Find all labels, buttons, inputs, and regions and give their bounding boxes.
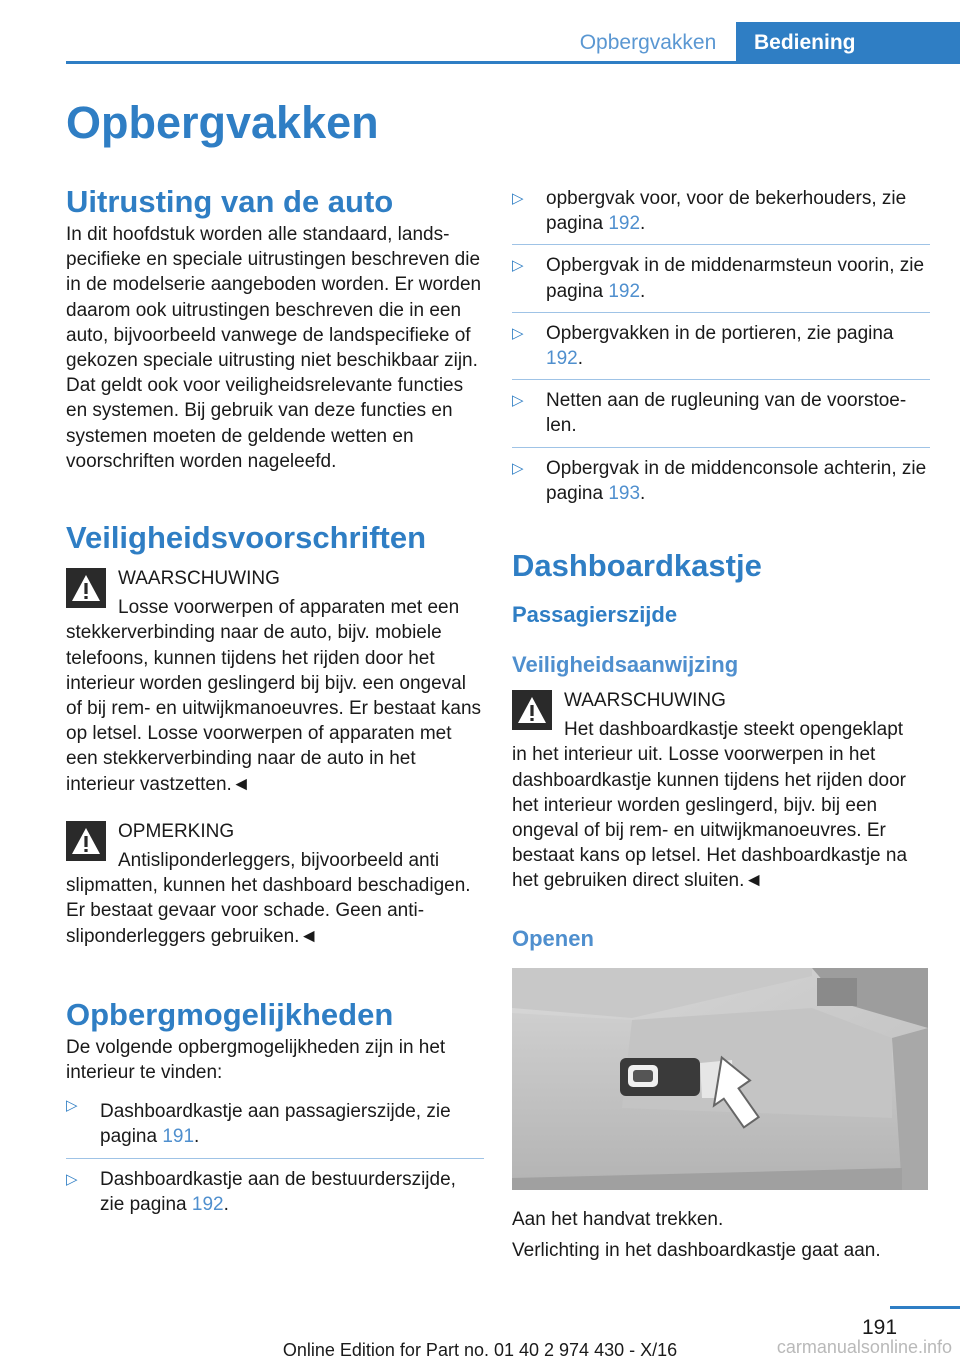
warning-box-2 <box>512 688 930 894</box>
triangle-bullet-icon: ▷ <box>66 1170 78 1188</box>
page-link[interactable]: 191 <box>162 1126 195 1148</box>
right-column <box>512 182 930 1263</box>
list-item: ▷ Opbergvakken in de portieren, zie pagina 192. <box>512 312 930 379</box>
subsection-title-safety-note: Veiligheidsaanwijzing <box>512 652 739 678</box>
list-item: ▷ Opbergvak in de middenarmsteun voorin, zie pagina 192. <box>512 244 930 311</box>
warning-triangle-icon <box>66 821 106 861</box>
notice-label: OPMERKING <box>118 820 235 842</box>
list-item: ▷ Netten aan de rugleuning van de voorstoelen. <box>512 379 930 446</box>
header-chapter-tab[interactable]: Bediening <box>736 22 960 61</box>
warning-text-first-line: Losse voorwerpen of apparaten met een <box>118 597 460 619</box>
caption-pull-handle: Aan het handvat trekken. <box>512 1208 724 1230</box>
triangle-bullet-icon: ▷ <box>512 324 524 342</box>
equipment-paragraph: In dit hoofdstuk worden alle standaard, landspecifieke en speciale uitrustingen beschreven die in de modelserie aangeboden worden. Er worden daarom ook uitrustingen beschreven die in een auto, bijvoorbeeld vanwege de landspecifieke of gekozen speciale uitrusting niet beschikbaar zijn. Dat geldt ook voor veiligheidsrelevante functies en systemen. Bij gebruik van deze functies en systemen moeten de geldende wetten en voorschriften worden nageleefd. <box>66 224 482 472</box>
caption-lighting: Verlichting in het dashboardkastje gaat aan. <box>512 1239 881 1261</box>
storage-list-left <box>66 1093 484 1217</box>
list-item: ▷ Opbergvak in de middenconsole achterin, zie pagina 193. <box>512 447 930 506</box>
storage-list-right <box>512 186 930 506</box>
glovebox-handle-photo <box>512 968 928 1190</box>
notice-text-first-line: Antisliponderleggers, bijvoorbeeld anti <box>118 850 440 872</box>
warning-label: WAARSCHUWING <box>118 568 280 590</box>
page-link[interactable]: 193 <box>608 482 641 504</box>
section-title-equipment: Uitrusting van de auto <box>66 184 394 219</box>
warning-text: stekkerverbinding naar de auto, bijv. mobiele telefoons, kunnen tijdens het rijden door het interieur worden geslingerd bij bijv. een ongeval of bij rem- en uitwijkmanoeuvres. Er bestaat kans op letsel. Losse voorwerpen of apparaten met een stekkerverbinding naar de auto in het interieur vastzetten.◄ <box>66 622 482 795</box>
list-item: ▷ Dashboardkastje aan de bestuurderszijde, zie pagina 192. <box>66 1158 484 1217</box>
section-title-glovebox: Dashboardkastje <box>512 548 762 584</box>
page-title: Opbergvakken <box>66 97 379 148</box>
storage-intro: De volgende opbergmogelijkheden zijn in het interieur te vinden: <box>66 1036 446 1084</box>
warning-triangle-icon <box>66 568 106 608</box>
page-link[interactable]: 192 <box>608 213 641 235</box>
list-item: ▷ Dashboardkastje aan passagierszijde, zie pagina 191. <box>66 1093 484 1157</box>
left-column <box>66 182 484 1217</box>
triangle-bullet-icon: ▷ <box>512 459 524 477</box>
triangle-bullet-icon: ▷ <box>66 1097 78 1115</box>
subsection-title-passenger-side: Passagierszijde <box>512 602 678 628</box>
page-link[interactable]: 192 <box>191 1193 224 1215</box>
triangle-bullet-icon: ▷ <box>512 392 524 410</box>
warning-box-1 <box>66 566 484 797</box>
notice-text: slipmatten, kunnen het dashboard beschadigen. Er bestaat gevaar voor schade. Geen antisliponderleggers gebruiken.◄ <box>66 875 471 947</box>
section-title-safety: Veiligheidsvoorschriften <box>66 520 427 556</box>
section-title-storage-options: Opbergmogelijkheden <box>66 996 394 1032</box>
warning-label: WAARSCHUWING <box>564 690 726 712</box>
page-link[interactable]: 192 <box>546 348 578 370</box>
triangle-bullet-icon: ▷ <box>512 257 524 275</box>
watermark: carmanualsonline.info <box>776 1337 952 1357</box>
triangle-bullet-icon: ▷ <box>512 190 524 207</box>
page-number: 191 <box>862 1316 898 1339</box>
warning-triangle-icon <box>512 690 552 730</box>
edition-line: Online Edition for Part no. 01 40 2 974 430 - X/16 <box>282 1340 678 1360</box>
notice-box <box>66 819 484 949</box>
list-item: ▷ opbergvak voor, voor de bekerhouders, zie pagina 192. <box>512 188 907 235</box>
warning-text-first-line: Het dashboardkastje steekt opengeklapt <box>564 719 904 741</box>
subsection-title-open: Openen <box>512 925 594 951</box>
page-link[interactable]: 192 <box>608 280 641 302</box>
warning-text: in het interieur uit. Losse voorwerpen in het dashboardkastje kunnen tijdens het rijden door het interieur worden geslingerd, bijv. bij een ongeval of bij rem- en uitwijkmanoeuvres. Er bestaat kans op letsel. Het dashboardkastje na het gebruiken direct sluiten.◄ <box>512 744 908 892</box>
header-section-tab[interactable]: Opbergvakken <box>579 31 717 54</box>
header-rule <box>66 61 960 64</box>
footer-rule <box>890 1306 960 1309</box>
